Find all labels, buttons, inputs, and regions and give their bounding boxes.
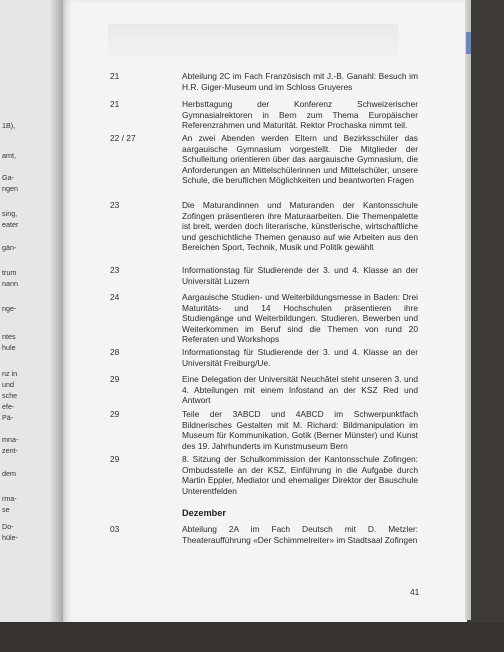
left-snippet: amt, — [2, 151, 16, 160]
left-snippet: nge- — [2, 304, 17, 313]
event-date: 22 / 27 — [110, 133, 136, 143]
left-snippet: und — [2, 380, 14, 389]
event-text: 8. Sitzung der Schulkommission der Kantonsschule Zofingen: Ombudsstelle an der KSZ, Einführung in die Aufgabe durch Martin Eppler, Mediator und ehemaliger Direktor der Bauschule Unterentfelden — [182, 454, 418, 496]
left-snippet: nann — [2, 279, 18, 288]
left-snippet: gän- — [2, 243, 17, 252]
left-snippet: trum — [2, 268, 17, 277]
background-surface — [0, 622, 504, 652]
left-snippet: ntes — [2, 332, 16, 341]
event-text: Die Maturandinnen und Maturanden der Kantonsschule Zofingen präsentieren ihre Maturaarbeiten. Die Themenpalette ist breit, werden doch literarische, künstlerische, wirtschaftliche und geschichtliche Themen genauso auf wie Arbeiten aus den Bereichen Sport, Technik, Musik und Politik gewählt — [182, 200, 418, 253]
left-snippet: Ga- — [2, 173, 14, 182]
event-text: Abteilung 2C im Fach Französisch mit J.-B. Ganahl: Besuch im H.R. Giger-Museum und im Schloss Gruyeres — [182, 71, 418, 92]
event-date: 29 — [110, 409, 120, 419]
left-snippet: nz in — [2, 369, 18, 378]
left-snippet: sche — [2, 391, 18, 400]
event-date: 28 — [110, 347, 120, 357]
event-text: Herbsttagung der Konferenz Schweizerischer Gymnasialrektoren in Bern zum Thema Europäischer Referenzrahmen und Maturität. Rektor Prochaska nimmt teil. — [182, 99, 418, 131]
left-snippet: ngen — [2, 184, 18, 193]
event-date: 24 — [110, 292, 120, 302]
event-text: Aargauische Studien- und Weiterbildungsmesse in Baden: Drei Maturitäts- und 14 Hochschulen präsentieren ihre Studiengänge und Weiterbildungen. Studieren, Bewerben und Weiterkommen im Beruf sind die Themen von rund 20 Referaten und Workshops — [182, 292, 418, 345]
left-snippet: hüle- — [2, 533, 18, 542]
event-date: 03 — [110, 524, 120, 534]
page-number: 41 — [410, 587, 420, 597]
left-snippet: dem — [2, 469, 16, 478]
left-snippet: Do- — [2, 522, 14, 531]
event-date: 29 — [110, 454, 120, 464]
left-snippet: 1B), — [2, 121, 16, 130]
event-text: Eine Delegation der Universität Neuchâtel steht unseren 3. und 4. Abteilungen mit einem Infostand an der KSZ Red und Antwort — [182, 374, 418, 406]
bleed-through — [108, 24, 398, 64]
left-snippet: rma- — [2, 494, 17, 503]
event-text: Informationstag für Studierende der 3. und 4. Klasse an der Universität Luzern — [182, 265, 418, 286]
event-text: Informationstag für Studierende der 3. und 4. Klasse an der Universität Freiburg/Ue. — [182, 347, 418, 368]
left-snippet: sing, — [2, 209, 18, 218]
event-date: 29 — [110, 374, 120, 384]
left-snippet: mna- — [2, 435, 19, 444]
event-text: Teile der 3ABCD und 4ABCD im Schwerpunktfach Bildnerisches Gestalten mit M. Richard: Bildmanipulation im Museum für Kommunikation, Gotik (Berner Münster) und Kunst des 19. Jahrhunderts im Kunstmuseum Bern — [182, 409, 418, 451]
left-snippet: eater — [2, 220, 19, 229]
event-text: Abteilung 2A im Fach Deutsch mit D. Metzler: Theateraufführung «Der Schimmelreiter» im Stadtsaal Zofingen — [182, 524, 418, 545]
left-snippet: Pä- — [2, 413, 14, 422]
event-date: 21 — [110, 71, 120, 81]
event-date: 23 — [110, 200, 120, 210]
left-snippet: se — [2, 505, 10, 514]
blue-tab-marker — [466, 32, 471, 54]
left-snippet: efe- — [2, 402, 15, 411]
left-snippet: hule — [2, 343, 16, 352]
event-date: 21 — [110, 99, 120, 109]
page-edge — [465, 0, 471, 620]
event-text: An zwei Abenden werden Eltern und Bezirksschüler das aargauische Gymnasium vorgestellt. Die Mitglieder der Schulleitung orientieren über das aargauische Gymnasium, die Anforderungen an Mittelschülerinnen und Mittelschüler, unsere Schule, die beruflichen Möglichkeiten und beantworten Fragen — [182, 133, 418, 186]
section-heading: Dezember — [182, 508, 226, 518]
left-snippet: zent- — [2, 446, 18, 455]
event-date: 23 — [110, 265, 120, 275]
